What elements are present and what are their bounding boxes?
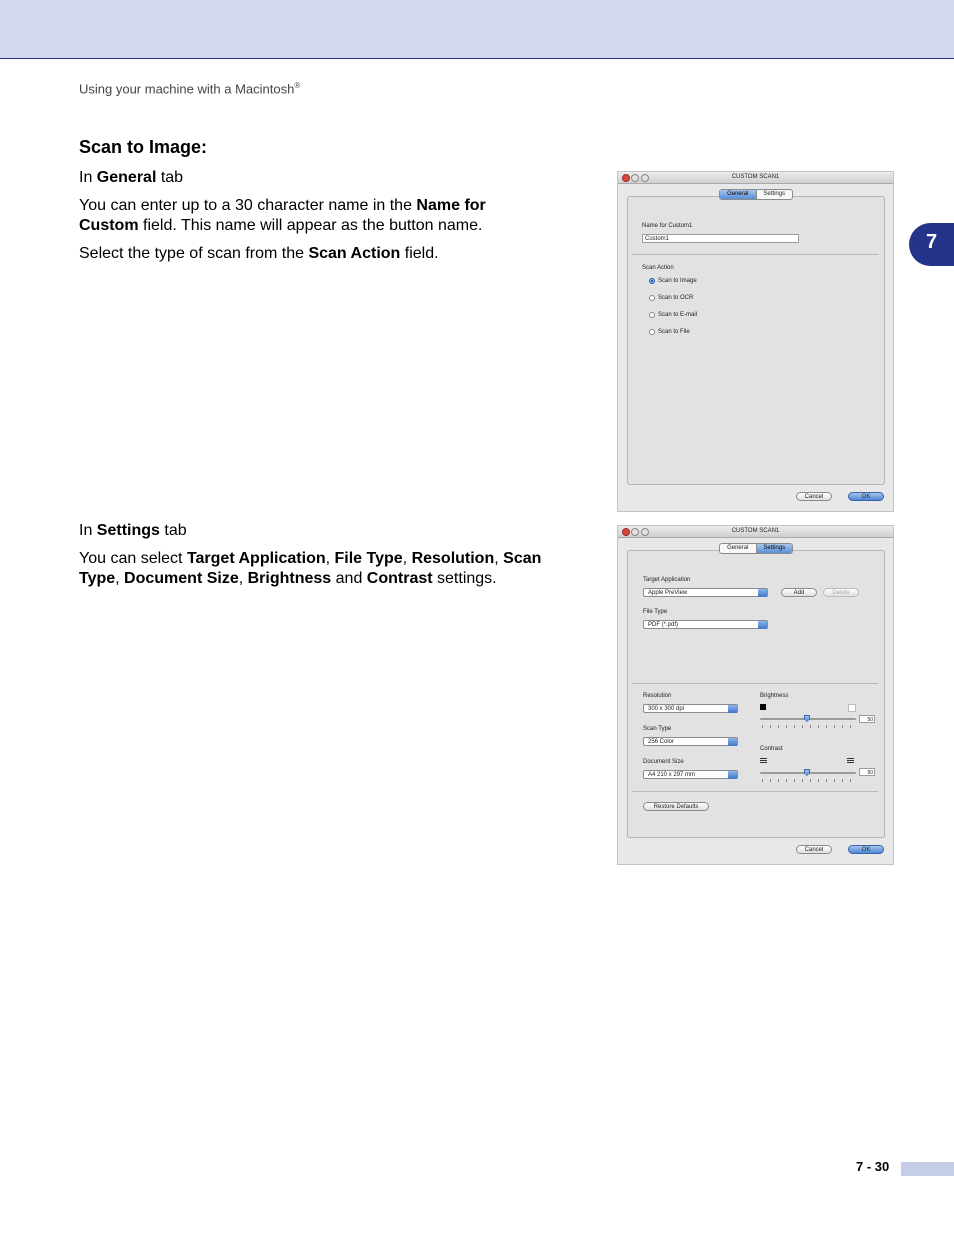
page-number: 7 - 30	[856, 1159, 890, 1174]
dialog-settings	[617, 525, 894, 865]
scan-type-label: Scan Type	[643, 726, 672, 732]
select-value: A4 210 x 297 mm	[648, 772, 696, 778]
paragraph-name-for-custom: You can enter up to a 30 character name in the Name for Custom field. This name will appear as the button name.	[79, 197, 486, 234]
option-label: Scan to File	[658, 329, 690, 335]
radio-scan-to-file[interactable]	[649, 329, 655, 335]
tab-bar	[719, 189, 793, 200]
delete-button[interactable]: Delete	[823, 588, 859, 597]
tab-bar	[719, 543, 793, 554]
brightness-label: Brightness	[760, 693, 789, 699]
radio-scan-to-ocr[interactable]	[649, 295, 655, 301]
light-square-icon	[848, 704, 856, 712]
name-field[interactable]: Custom1	[642, 234, 799, 243]
tab-settings[interactable]: Settings	[756, 544, 793, 553]
option-label: Scan to OCR	[658, 295, 694, 301]
paragraph-general-tab: In General tab	[79, 169, 184, 186]
scan-action-label: Scan Action	[642, 265, 674, 271]
add-button[interactable]: Add	[781, 588, 817, 597]
ok-button[interactable]: OK	[848, 845, 884, 854]
divider	[632, 254, 879, 255]
ok-button[interactable]: OK	[848, 492, 884, 501]
cancel-button[interactable]: Cancel	[796, 845, 832, 854]
dialog-general	[617, 171, 894, 512]
document-size-select[interactable]	[643, 770, 738, 779]
tab-general[interactable]: General	[727, 545, 749, 551]
low-contrast-icon	[760, 758, 767, 764]
radio-scan-to-image[interactable]	[649, 278, 655, 284]
target-app-label: Target Application	[643, 577, 691, 583]
titlebar	[618, 526, 893, 538]
section-heading: Scan to Image:	[79, 137, 208, 157]
dark-square-icon	[760, 704, 766, 710]
cancel-button[interactable]: Cancel	[796, 492, 832, 501]
radio-scan-to-email[interactable]	[649, 312, 655, 318]
resolution-label: Resolution	[643, 693, 672, 699]
select-value: Apple PreView	[648, 590, 688, 596]
chevron-updown-icon	[758, 589, 767, 597]
contrast-value[interactable]: 50	[859, 768, 875, 776]
chevron-updown-icon	[728, 705, 737, 713]
running-header: Using your machine with a Macintosh®	[79, 81, 301, 97]
file-type-select[interactable]	[643, 620, 768, 629]
slider-ticks	[762, 725, 854, 728]
titlebar	[618, 172, 893, 184]
chevron-updown-icon	[728, 771, 737, 779]
paragraph-scan-action: Select the type of scan from the Scan Action field.	[79, 245, 439, 262]
chapter-number: 7	[926, 231, 938, 253]
select-value: PDF (*.pdf)	[648, 622, 679, 628]
paragraph-settings-tab: In Settings tab	[79, 522, 187, 539]
contrast-label: Contrast	[760, 746, 783, 752]
restore-defaults-button[interactable]: Restore Defaults	[643, 802, 709, 811]
header-band	[0, 0, 954, 59]
divider	[632, 791, 878, 792]
option-label: Scan to Image	[658, 278, 697, 284]
resolution-select[interactable]	[643, 704, 738, 713]
select-value: 300 x 300 dpi	[648, 706, 685, 712]
select-value: 256 Color	[648, 739, 675, 745]
scan-type-select[interactable]	[643, 737, 738, 746]
option-label: Scan to E-mail	[658, 312, 698, 318]
dialog-title: CUSTOM SCAN1	[731, 528, 780, 534]
chevron-updown-icon	[758, 621, 767, 629]
document-size-label: Document Size	[643, 759, 684, 765]
tab-general[interactable]: General	[720, 190, 756, 199]
dialog-title: CUSTOM SCAN1	[731, 174, 780, 180]
target-app-select[interactable]	[643, 588, 768, 597]
high-contrast-icon	[847, 758, 854, 764]
slider-ticks	[762, 779, 854, 782]
paragraph-settings-list: You can select Target Application, File Type, Resolution, Scan Type, Document Size, Brightness and Contrast settings.	[79, 550, 542, 587]
footer-bar	[901, 1162, 954, 1176]
tab-settings[interactable]: Settings	[756, 190, 793, 199]
brightness-value[interactable]: 50	[859, 715, 875, 723]
file-type-label: File Type	[643, 609, 668, 615]
divider	[632, 683, 878, 684]
chevron-updown-icon	[728, 738, 737, 746]
name-label: Name for Custom1	[642, 223, 693, 229]
chapter-tab	[909, 223, 954, 266]
